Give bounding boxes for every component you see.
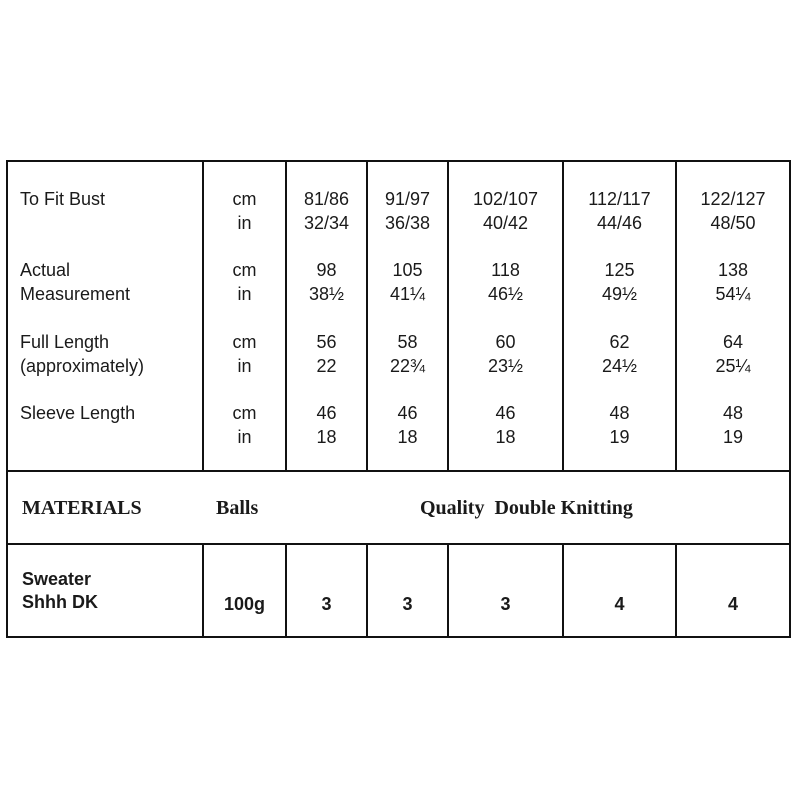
table-divider [6, 543, 791, 545]
ball-count: 3 [321, 594, 332, 614]
table-cell: 32/34 [303, 213, 350, 233]
ball-count: 4 [727, 594, 738, 614]
ball-weight: 100g [223, 594, 266, 614]
column-divider [366, 543, 368, 638]
table-cell: 18 [397, 427, 418, 447]
table-cell: 102/107 [472, 189, 539, 209]
table-cell: 46½ [487, 284, 524, 304]
table-cell: 44/46 [596, 213, 643, 233]
quality-heading: Quality Double Knitting [420, 497, 633, 519]
table-cell: 46 [316, 403, 337, 423]
unit-label: cm [232, 260, 257, 280]
table-cell: 23½ [487, 356, 524, 376]
table-cell: 22¾ [389, 356, 426, 376]
unit-label: cm [232, 332, 257, 352]
table-cell: 19 [722, 427, 744, 447]
unit-label: cm [232, 403, 257, 423]
table-cell: 112/117 [588, 189, 651, 209]
table-cell: 138 [717, 260, 749, 280]
table-cell: 46 [495, 403, 516, 423]
table-cell: 40/42 [482, 213, 529, 233]
table-cell: 91/97 [384, 189, 431, 209]
unit-label: in [237, 284, 252, 304]
table-cell: 48/50 [710, 213, 756, 233]
table-cell: 64 [722, 332, 744, 352]
column-divider [675, 543, 677, 638]
unit-label: in [237, 427, 252, 447]
table-cell: 18 [316, 427, 337, 447]
row-label: To Fit Bust [20, 189, 106, 209]
column-divider [285, 543, 287, 638]
table-cell: 98 [316, 260, 337, 280]
table-cell: 62 [609, 332, 630, 352]
yarn-name: Shhh DK [22, 592, 98, 612]
table-cell: 122/127 [700, 189, 766, 209]
column-divider [202, 543, 204, 638]
table-cell: 38½ [308, 284, 345, 304]
table-cell: 48 [609, 403, 630, 423]
column-divider [562, 543, 564, 638]
table-cell: 25¼ [715, 356, 751, 376]
ball-count: 3 [402, 594, 413, 614]
row-label: Full Length [20, 332, 110, 352]
table-cell: 81/86 [303, 189, 350, 209]
unit-label: in [237, 213, 252, 233]
row-label: Sleeve Length [20, 403, 136, 423]
table-cell: 41¼ [389, 284, 426, 304]
table-divider [6, 470, 791, 472]
table-cell: 24½ [601, 356, 638, 376]
ball-count: 4 [614, 594, 625, 614]
table-cell: 46 [397, 403, 418, 423]
table-cell: 125 [604, 260, 635, 280]
table-cell: 36/38 [384, 213, 431, 233]
table-cell: 19 [609, 427, 630, 447]
table-cell: 56 [316, 332, 337, 352]
materials-heading: MATERIALS [22, 497, 142, 519]
balls-heading: Balls [216, 497, 259, 519]
row-label: (approximately) [20, 356, 145, 376]
table-cell: 105 [392, 260, 423, 280]
table-cell: 49½ [601, 284, 638, 304]
table-cell: 48 [722, 403, 744, 423]
table-cell: 60 [495, 332, 516, 352]
table-cell: 22 [316, 356, 337, 376]
table-cell: 58 [397, 332, 418, 352]
table-cell: 54¼ [715, 284, 751, 304]
table-cell: 118 [491, 260, 520, 280]
row-label: Measurement [20, 284, 131, 304]
row-label: Actual [20, 260, 71, 280]
unit-label: cm [232, 189, 257, 209]
unit-label: in [237, 356, 252, 376]
yarn-name: Sweater [22, 569, 92, 589]
ball-count: 3 [500, 594, 511, 614]
column-divider [447, 543, 449, 638]
table-cell: 18 [495, 427, 516, 447]
